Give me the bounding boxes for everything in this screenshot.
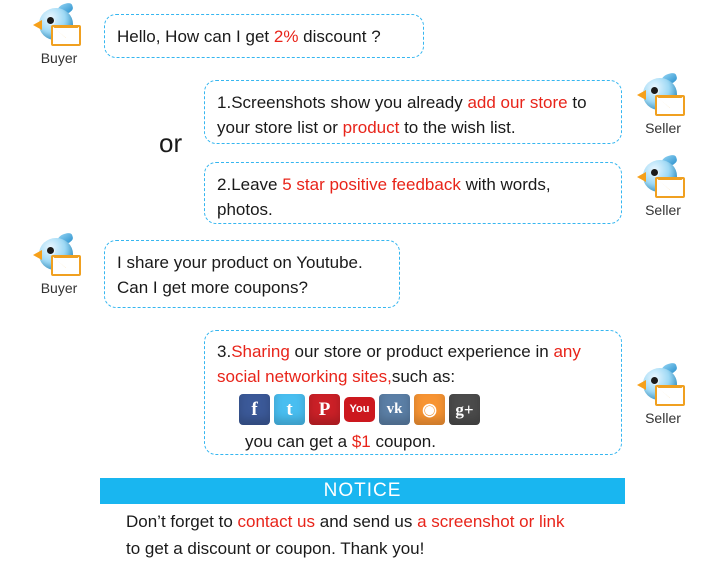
a1-text-c: to the wish list. — [399, 118, 516, 137]
pinterest-icon[interactable]: P — [309, 394, 340, 425]
googleplus-icon[interactable]: g+ — [449, 394, 480, 425]
vk-icon[interactable]: vk — [379, 394, 410, 425]
a3-line-3 — [245, 429, 609, 454]
a3-line-1 — [217, 339, 609, 389]
rss-icon[interactable]: ◉ — [414, 394, 445, 425]
a1-text-a: Screenshots show you already — [231, 93, 468, 112]
a1-number: 1. — [217, 93, 232, 112]
bird-mail-icon — [33, 238, 85, 282]
avatar-role-label: Seller — [645, 410, 681, 426]
a3-text-a: our store or product experience in — [289, 342, 554, 361]
avatar-role-label: Seller — [645, 202, 681, 218]
bird-mail-icon — [637, 78, 689, 122]
notice-text-a: Don’t forget to — [126, 512, 238, 531]
avatar-seller-1 — [632, 78, 694, 136]
a2-text-b: with words, photos. — [217, 175, 551, 219]
a2-text-a: Leave — [231, 175, 283, 194]
or-label: or — [159, 128, 183, 158]
q2-line-1: I share your product on Youtube. — [117, 253, 363, 272]
avatar-role-label: Buyer — [40, 280, 78, 296]
notice-text-b: and send us — [315, 512, 418, 531]
a1-highlight-1: add our store — [467, 93, 568, 112]
avatar-seller-3 — [632, 368, 694, 426]
a1-highlight-2: product — [342, 118, 400, 137]
q1-highlight: 2% — [273, 27, 299, 46]
bubble-buyer-question-2 — [104, 240, 400, 308]
q1-text-b: discount ? — [298, 27, 381, 46]
twitter-icon[interactable]: t — [274, 394, 305, 425]
avatar-role-label: Seller — [645, 120, 681, 136]
a1-text-b: to your store list or — [217, 93, 587, 137]
a3-text-b: such as: — [391, 367, 456, 386]
avatar-seller-2 — [632, 160, 694, 218]
a3-highlight-3: $1 — [351, 432, 371, 451]
bubble-seller-answer-2 — [204, 162, 622, 224]
bubble-buyer-question-1 — [104, 14, 424, 58]
youtube-icon[interactable] — [344, 394, 375, 425]
avatar-buyer-2 — [28, 238, 90, 296]
a3-number: 3. — [217, 342, 232, 361]
social-icons-row — [239, 394, 609, 425]
notice-highlight-2: a screenshot or link — [417, 512, 565, 531]
notice-highlight-1: contact us — [237, 512, 316, 531]
q2-line-2: Can I get more coupons? — [117, 278, 308, 297]
avatar-role-label: Buyer — [40, 50, 78, 66]
a3-text-d: coupon. — [370, 432, 436, 451]
avatar-buyer-1 — [28, 8, 90, 66]
a2-number: 2. — [217, 175, 232, 194]
bird-mail-icon — [33, 8, 85, 52]
bubble-seller-answer-3 — [204, 330, 622, 455]
a3-highlight-1: Sharing — [231, 342, 290, 361]
bird-mail-icon — [637, 160, 689, 204]
youtube-label: You — [344, 397, 375, 422]
notice-title-bar: NOTICE — [100, 478, 625, 504]
a3-text-c: you can get a — [245, 432, 352, 451]
bird-mail-icon — [637, 368, 689, 412]
a2-highlight: 5 star positive feedback — [282, 175, 461, 194]
facebook-icon[interactable]: f — [239, 394, 270, 425]
notice-line-1 — [126, 508, 646, 535]
notice-body — [126, 508, 646, 562]
bubble-seller-answer-1 — [204, 80, 622, 144]
q1-text-a: Hello, How can I get — [117, 27, 274, 46]
a3-highlight-2: any social networking sites, — [217, 342, 581, 386]
notice-line-2: to get a discount or coupon. Thank you! — [126, 539, 425, 558]
